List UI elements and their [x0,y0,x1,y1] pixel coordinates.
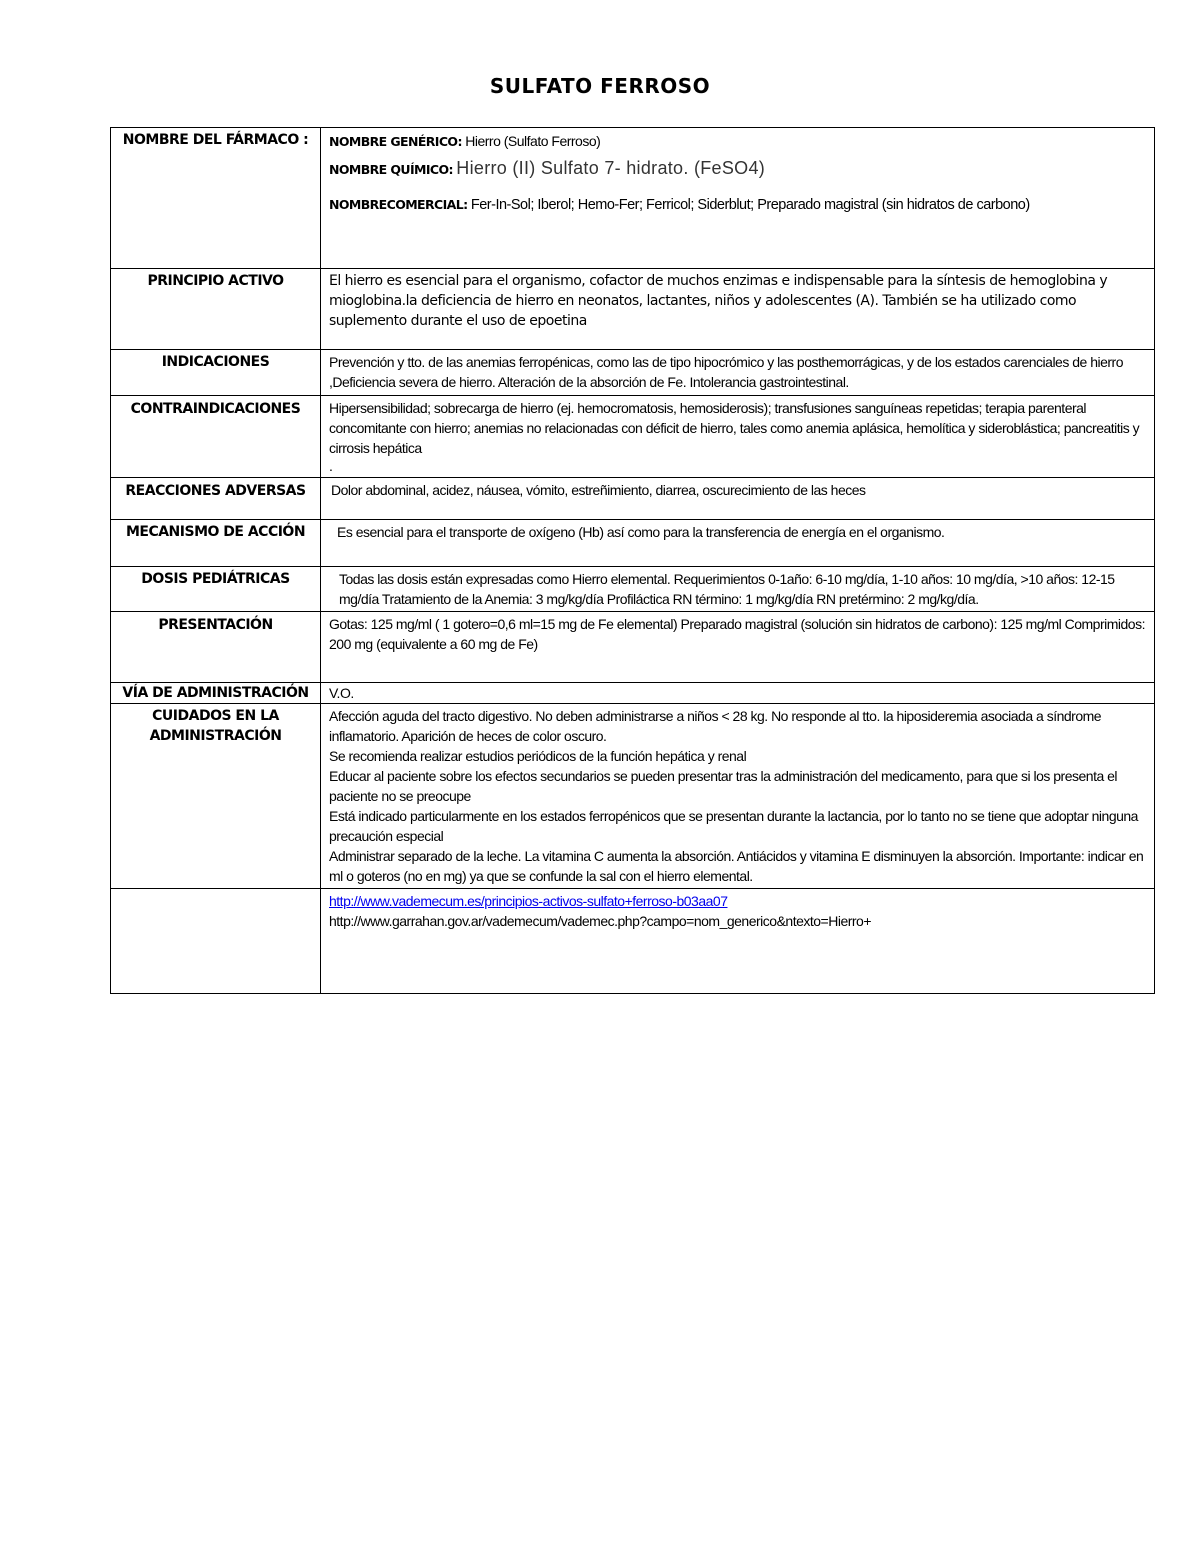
care-line: Administrar separado de la leche. La vitamina C aumenta la absorción. Antiácidos y vitamina E disminuyen la absorción. Importante: indicar en ml o goteros (no en mg) ya que se confunde la sal con el hierro elemental. [329,848,1144,884]
contraindications-extra: . [329,458,333,474]
reference-link-vademecum[interactable]: http://www.vademecum.es/principios-activos-sulfato+ferroso-b03aa07 [329,893,728,909]
generic-name [329,130,1146,153]
row-value-contraindicaciones [321,396,1155,478]
row-label-indicaciones: INDICACIONES [111,350,321,396]
commercial-name-key: NOMBRECOMERCIAL: [329,197,468,212]
commercial-name [329,189,1146,220]
reference-text-garrahan: http://www.garrahan.gov.ar/vademecum/vademec.php?campo=nom_generico&ntexto=Hierro+ [329,913,872,929]
generic-name-value: Hierro (Sulfato Ferroso) [465,133,601,149]
table-row [111,350,1155,396]
care-line: Afección aguda del tracto digestivo. No deben administrarse a niños < 28 kg. No responde al tto. la hiposideremia asociada a síndrome inflamatorio. Aparición de heces de color oscuro. [329,708,1102,744]
drug-info-table [110,127,1155,994]
row-label-nombre: NOMBRE DEL FÁRMACO : [111,128,321,269]
row-value-presentacion: Gotas: 125 mg/ml ( 1 gotero=0,6 ml=15 mg de Fe elemental) Preparado magistral (solución sin hidratos de carbono): 125 mg/ml Comprimidos: 200 mg (equivalente a 60 mg de Fe) [321,612,1155,683]
row-label-mecanismo: MECANISMO DE ACCIÓN [111,520,321,567]
row-value-referencias [321,889,1155,994]
row-label-contraindicaciones: CONTRAINDICACIONES [111,396,321,478]
table-row [111,128,1155,269]
row-value-nombre [321,128,1155,269]
row-label-cuidados: CUIDADOS EN LA ADMINISTRACIÓN [111,704,321,889]
row-value-cuidados [321,704,1155,889]
table-row [111,683,1155,704]
row-value-indicaciones: Prevención y tto. de las anemias ferropénicas, como las de tipo hipocrómico y las posthemorrágicas, y de los estados carenciales de hierro ,Deficiencia severa de hierro. Alteración de la absorción de Fe. Intolerancia gastrointestinal. [321,350,1155,396]
care-line: Educar al paciente sobre los efectos secundarios se pueden presentar tras la administración del medicamento, para que si los presenta el paciente no se preocupe [329,768,1118,804]
care-line: Está indicado particularmente en los estados ferropénicos que se presentan durante la lactancia, por lo tanto no se tiene que adoptar ninguna precaución especial [329,808,1138,844]
table-row [111,520,1155,567]
care-line: Se recomienda realizar estudios periódicos de la función hepática y renal [329,748,747,764]
row-value-principio: El hierro es esencial para el organismo, cofactor de muchos enzimas e indispensable para la síntesis de hemoglobina y mioglobina.la deficiencia de hierro en neonatos, lactantes, niños y adolescentes (A). También se ha utilizado como suplemento durante el uso de epoetina [321,269,1155,350]
generic-name-key: NOMBRE GENÉRICO: [329,134,462,149]
row-value-reacciones: Dolor abdominal, acidez, náusea, vómito, estreñimiento, diarrea, oscurecimiento de las heces [321,478,1155,520]
commercial-name-value: Fer-In-Sol; Iberol; Hemo-Fer; Ferricol; Siderblut; Preparado magistral (sin hidratos de carbono) [470,197,1030,213]
table-row [111,889,1155,994]
table-row [111,396,1155,478]
table-row [111,612,1155,683]
row-label-dosis: DOSIS PEDIÁTRICAS [111,567,321,612]
chemical-name [329,153,1146,185]
row-label-presentacion: PRESENTACIÓN [111,612,321,683]
row-label-referencias [111,889,321,994]
row-label-via: VÍA DE ADMINISTRACIÓN [111,683,321,704]
contraindications-text: Hipersensibilidad; sobrecarga de hierro (ej. hemocromatosis, hemosiderosis); transfusiones sanguíneas repetidas; terapia parenteral concomitante con hierro; anemias no relacionadas con déficit de hierro, tales como anemia aplásica, hemolítica y sideroblástica; pancreatitis y cirrosis hepática [329,400,1140,456]
table-row [111,269,1155,350]
row-label-principio: PRINCIPIO ACTIVO [111,269,321,350]
row-value-mecanismo: Es esencial para el transporte de oxígeno (Hb) así como para la transferencia de energía en el organismo. [321,520,1155,567]
table-row [111,478,1155,520]
row-value-dosis: Todas las dosis están expresadas como Hierro elemental. Requerimientos 0-1año: 6-10 mg/día, 1-10 años: 10 mg/día, >10 años: 12-15 mg/día Tratamiento de la Anemia: 3 mg/kg/día Profiláctica RN término: 1 mg/kg/día RN pretérmino: 2 mg/kg/día. [321,567,1155,612]
row-label-reacciones: REACCIONES ADVERSAS [111,478,321,520]
page-title: SULFATO FERROSO [489,74,711,98]
row-value-via: V.O. [321,683,1155,704]
chemical-name-value: Hierro (II) Sulfato 7- hidrato. (FeSO4) [456,158,766,178]
table-row [111,567,1155,612]
chemical-name-key: NOMBRE QUÍMICO: [329,162,453,177]
table-row [111,704,1155,889]
